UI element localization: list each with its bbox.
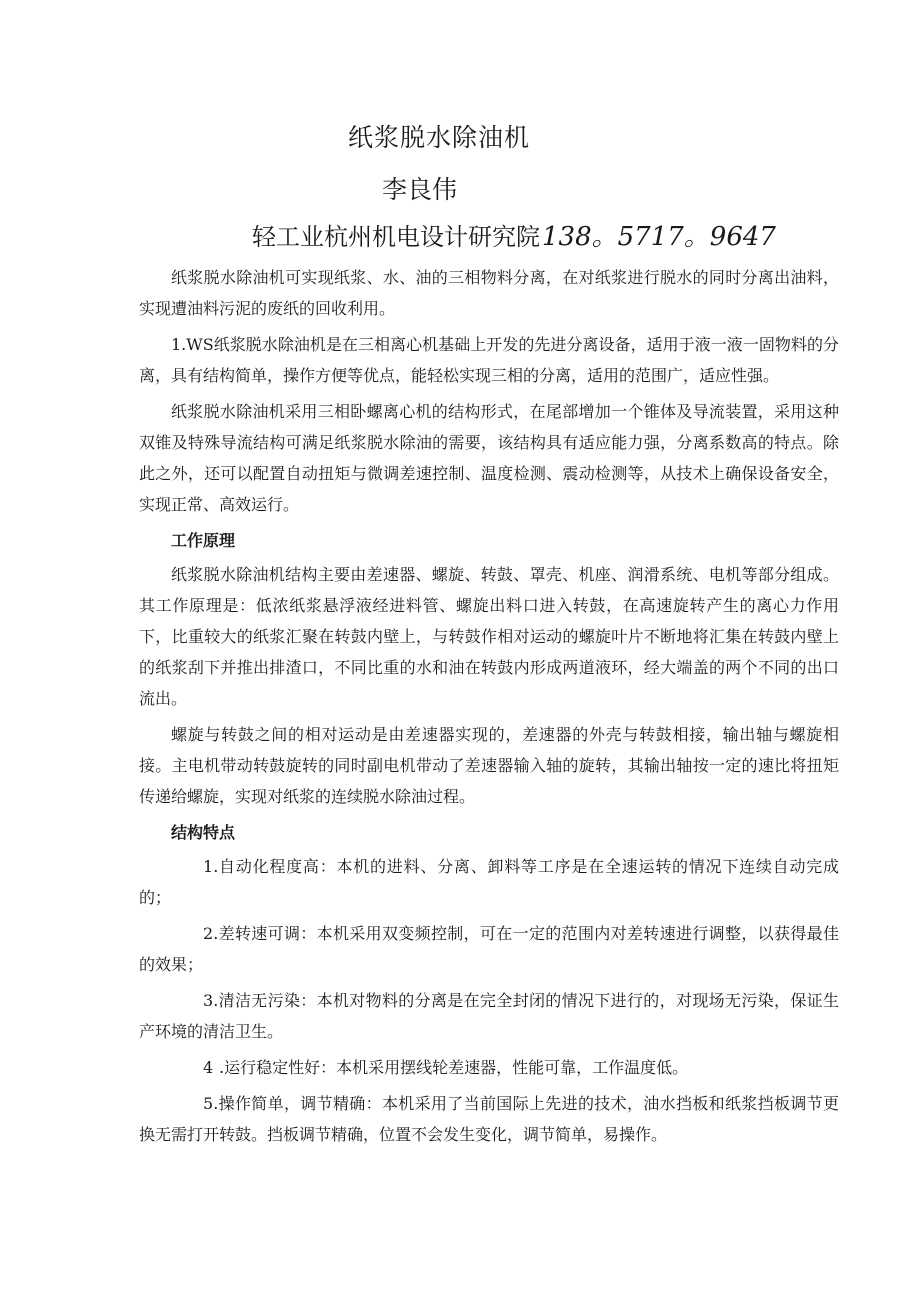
feature-number: 2 (203, 924, 214, 943)
feature-text: .自动化程度高：本机的进料、分离、卸料等工序是在全速运转的情况下连续自动完成的； (139, 857, 839, 907)
principle-paragraph-2: 螺旋与转鼓之间的相对运动是由差速器实现的，差速器的外壳与转鼓相接，输出轴与螺旋相接。主电机带动转鼓旋转的同时副电机带动了差速器输入轴的旋转，其输出轴按一定的速比将扭矩传递给螺旋，实现对纸浆的连续脱水除油过程。 (139, 725, 839, 806)
feature-item (139, 985, 839, 1047)
document-title: 纸浆脱水除油机 (348, 123, 531, 152)
feature-number: 1 (203, 857, 214, 876)
feature-text: .差转速可调：本机采用双变频控制，可在一定的范围内对差转速进行调整，以获得最佳的效果； (139, 924, 839, 974)
feature-number: 5 (203, 1094, 214, 1113)
paragraph-2: 纸浆脱水除油机采用三相卧螺离心机的结构形式，在尾部增加一个锥体及导流装置，采用这种双锥及特殊导流结构可满足纸浆脱水除油的需要，该结构具有适应能力强，分离系数高的特点。除此之外，还可以配置自动扭矩与微调差速控制、温度检测、震动检测等，从技术上确保设备安全，实现正常、高效运行。 (139, 402, 839, 514)
author-name: 李良伟 (382, 175, 458, 204)
feature-text: .运行稳定性好：本机采用摆线轮差速器，性能可靠，工作温度低。 (219, 1058, 689, 1077)
feature-text: .操作简单，调节精确：本机采用了当前国际上先进的技术，油水挡板和纸浆挡板调节更换无需打开转鼓。挡板调节精确，位置不会发生变化，调节简单，易操作。 (139, 1094, 839, 1144)
section-heading-structure-features: 结构特点 (171, 823, 236, 842)
feature-item (139, 1052, 839, 1083)
feature-item (139, 851, 839, 913)
document-body (139, 262, 839, 1155)
feature-number: 3 (203, 991, 214, 1010)
affiliation: 轻工业杭州机电设计研究院 (252, 223, 540, 251)
intro-paragraph: 纸浆脱水除油机可实现纸浆、水、油的三相物料分离，在对纸浆进行脱水的同时分离出油料，实现遭油料污泥的废纸的回收利用。 (139, 268, 839, 318)
author-affiliation-line (252, 216, 776, 253)
section-heading-working-principle: 工作原理 (171, 531, 236, 550)
feature-item (139, 918, 839, 980)
feature-text: .清洁无污染：本机对物料的分离是在完全封闭的情况下进行的，对现场无污染，保证生产环境的清洁卫生。 (139, 991, 839, 1041)
feature-item (139, 1088, 839, 1150)
principle-paragraph-1: 纸浆脱水除油机结构主要由差速器、螺旋、转鼓、罩壳、机座、润滑系统、电机等部分组成。其工作原理是：低浓纸浆悬浮液经进料管、螺旋出料口进入转鼓，在高速旋转产生的离心力作用下，比重较大的纸浆汇聚在转鼓内壁上，与转鼓作相对运动的螺旋叶片不断地将汇集在转鼓内壁上的纸浆刮下并推出排渣口，不同比重的水和油在转鼓内形成两道液环，经大端盖的两个不同的出口流出。 (139, 565, 839, 708)
phone-number: 138。5717。9647 (542, 222, 776, 252)
feature-number: 4 (203, 1058, 214, 1077)
paragraph-1: 1.WS纸浆脱水除油机是在三相离心机基础上开发的先进分离设备，适用于液一液一固物料的分离，具有结构简单，操作方便等优点，能轻松实现三相的分离，适用的范围广，适应性强。 (139, 335, 839, 385)
